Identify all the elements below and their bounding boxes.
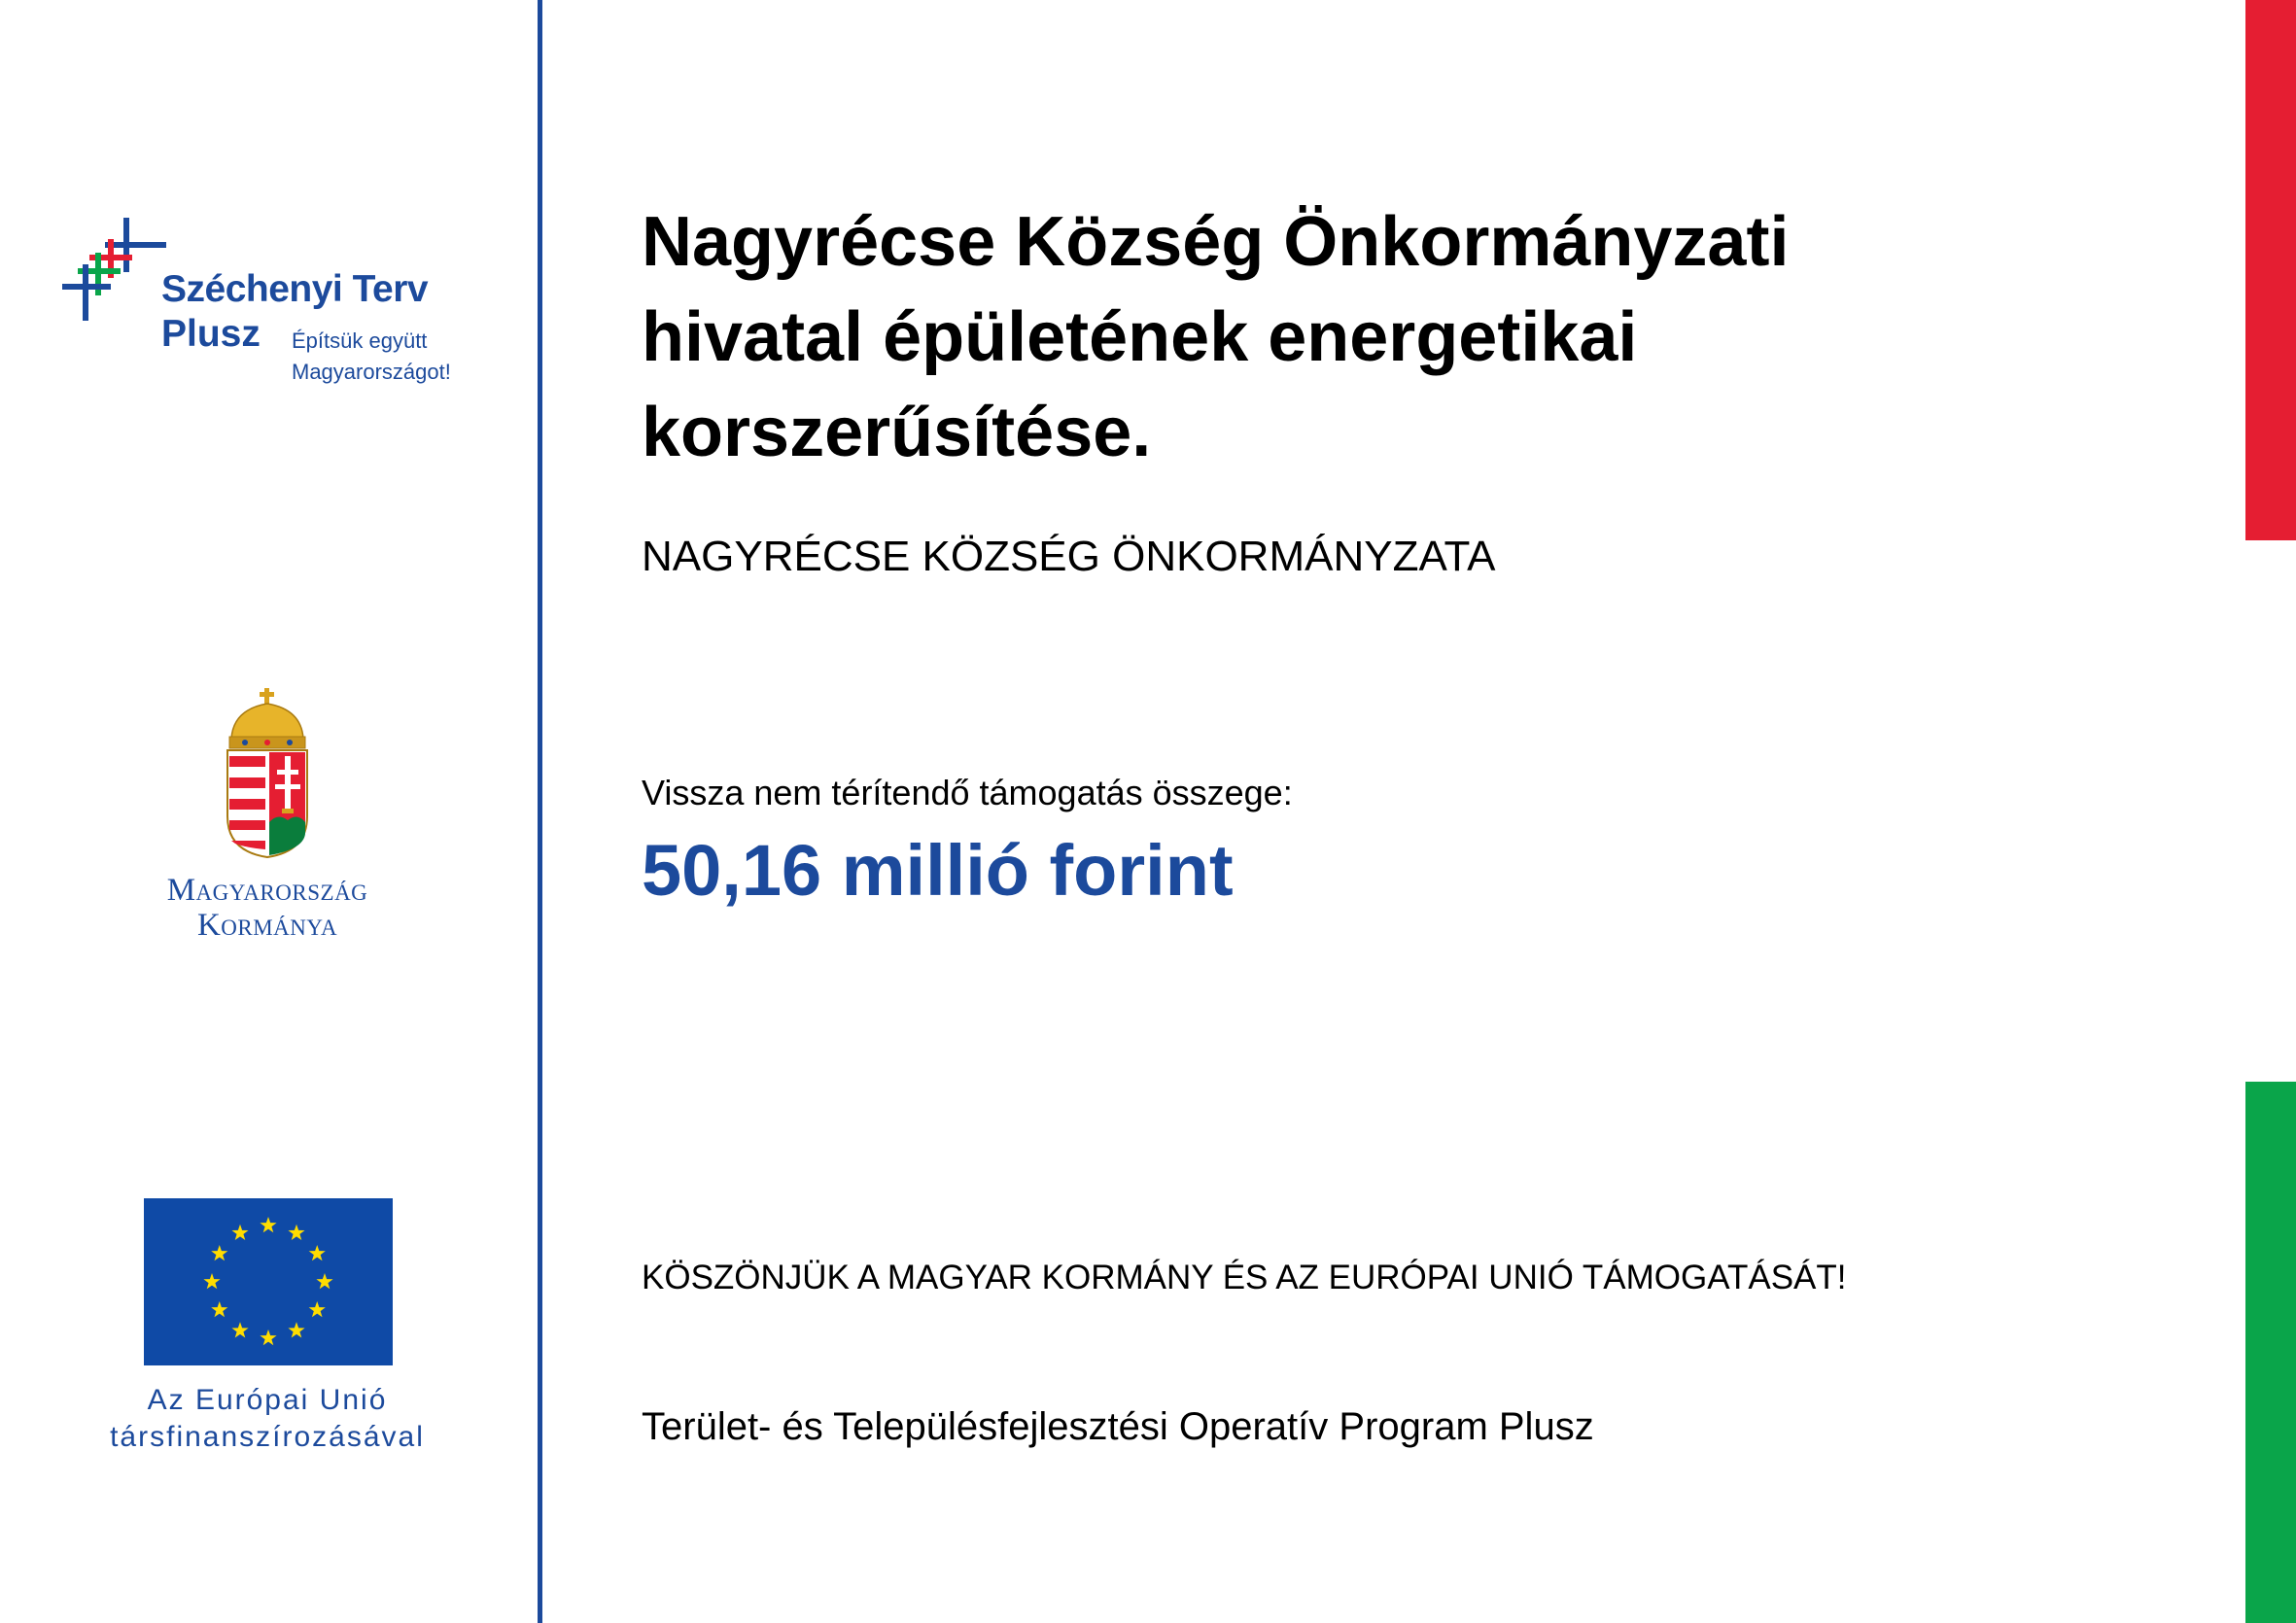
flag-stripe-green — [2245, 1082, 2296, 1623]
logo-sidebar — [0, 0, 539, 1623]
eu-line-2: társfinanszírozásával — [110, 1421, 425, 1453]
eu-flag-icon — [144, 1198, 393, 1365]
szechenyi-subtitle: Plusz — [161, 313, 261, 355]
eu-line-1: Az Európai Unió — [147, 1384, 388, 1416]
beneficiary-name: NAGYRÉCSE KÖZSÉG ÖNKORMÁNYZATA — [642, 533, 1496, 580]
thanks-text: KÖSZÖNJÜK A MAGYAR KORMÁNY ÉS AZ EURÓPAI UNIÓ TÁMOGATÁSÁT! — [642, 1259, 1847, 1296]
program-name: Terület- és Településfejlesztési Operatív Program Plusz — [642, 1405, 1594, 1448]
main-content — [642, 0, 2158, 1623]
szechenyi-cross-logo-icon — [62, 216, 169, 323]
eu-text — [39, 1382, 496, 1456]
flag-stripe-red — [2245, 0, 2296, 540]
szechenyi-title: Széchenyi Terv — [161, 268, 429, 310]
support-amount: 50,16 millió forint — [642, 830, 1234, 911]
project-title-line-1: Nagyrécse Község Önkormányzati — [642, 203, 1790, 281]
government-line-1: Magyarország — [166, 873, 368, 908]
support-label: Vissza nem térítendő támogatás összege: — [642, 773, 1293, 812]
slogan-line-2: Magyarországot! — [292, 360, 451, 384]
government-text — [39, 873, 496, 943]
vertical-divider — [538, 0, 542, 1623]
project-title-line-3: korszerűsítése. — [642, 394, 1152, 471]
szechenyi-logo — [62, 216, 490, 391]
szechenyi-slogan — [292, 326, 451, 388]
hungarian-coat-of-arms-icon — [226, 688, 309, 859]
project-title — [642, 194, 2002, 480]
government-line-2: Kormánya — [196, 908, 338, 943]
project-title-line-2: hivatal épületének energetikai — [642, 298, 1638, 376]
slogan-line-1: Építsük együtt — [292, 328, 428, 353]
